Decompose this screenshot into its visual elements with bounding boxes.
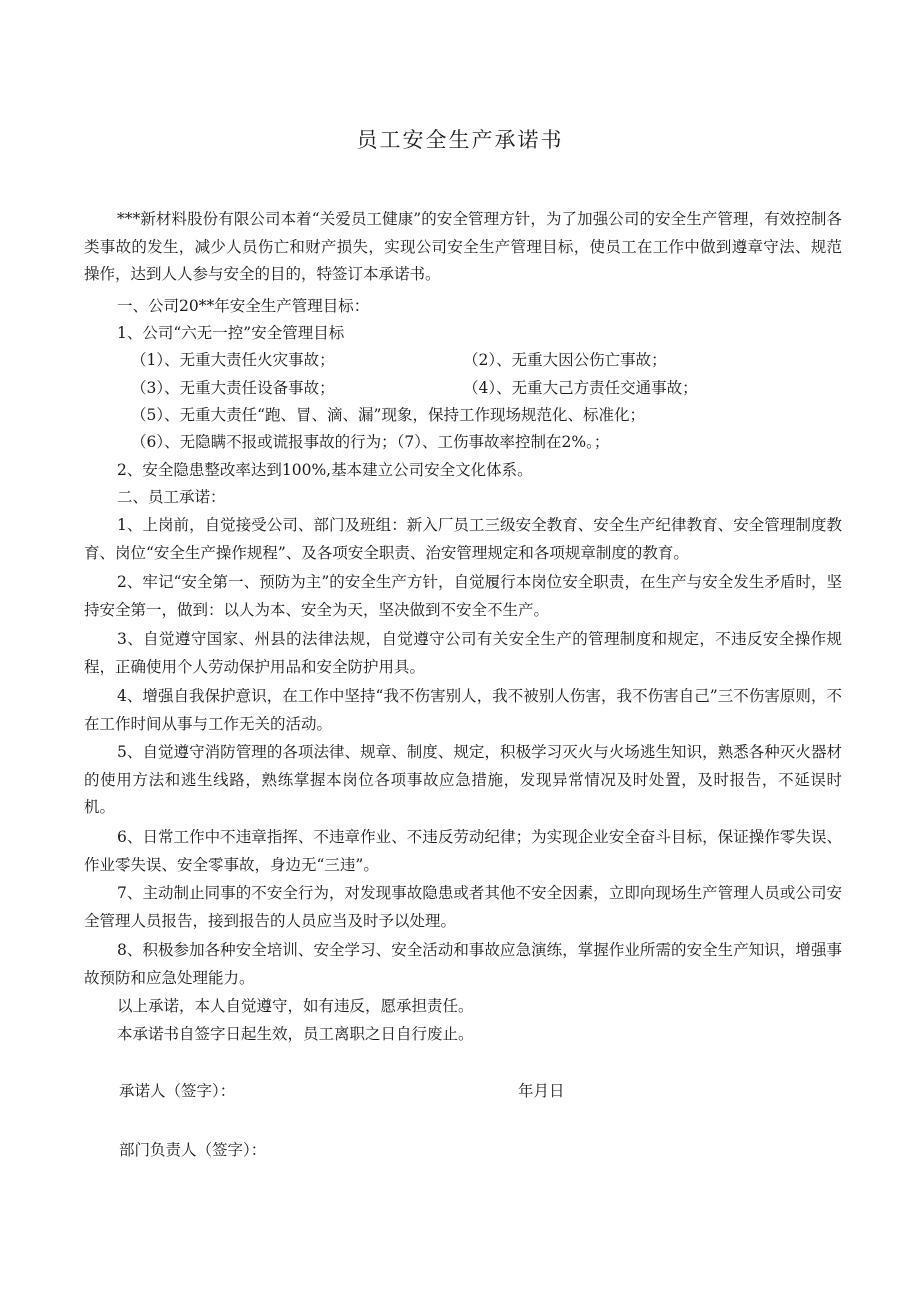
commitment-8: 8、积极参加各种安全培训、安全学习、安全活动和事故应急演练，掌握作业所需的安全生产知识，增强事故预防和应急处理能力。 [84,941,842,987]
closing-line-2: 本承诺书自签字日起生效，员工离职之日自行废止。 [117,1025,474,1043]
commitment-3: 3、自觉遵守国家、州县的法律法规，自觉遵守公司有关安全生产的管理制度和规定，不违反安全操作规程，正确使用个人劳动保护用品和安全防护用具。 [84,630,842,676]
goal1-heading: 1、公司“六无一控”安全管理目标 [117,324,345,342]
goal-item-1: （1）、无重大责任火灾事故； [131,351,335,369]
section1-heading: 一、公司20**年安全生产管理目标： [117,297,370,315]
document-title: 员工安全生产承诺书 [356,128,564,152]
date-label: 年月日 [518,1082,565,1100]
commitment-5: 5、自觉遵守消防管理的各项法律、规章、制度、规定，积极学习灭火与火场逃生知识，熟悉各种灭火器材的使用方法和逃生线路，熟练掌握本岗位各项事故应急措施，发现异常情况及时处置，及时报告，不延误时机。 [84,743,842,816]
commitment-2: 2、牢记“安全第一、预防为主”的安全生产方针，自觉履行本岗位安全职责，在生产与安全发生矛盾时，坚持安全第一，做到：以人为本、安全为天，坚决做到不安全不生产。 [84,573,842,619]
commitment-7: 7、主动制止同事的不安全行为，对发现事故隐患或者其他不安全因素，立即向现场生产管理人员或公司安全管理人员报告，接到报告的人员应当及时予以处理。 [84,884,842,930]
goal-item-3: （3）、无重大责任设备事故； [131,379,335,397]
section2-heading: 二、员工承诺： [117,488,226,506]
goal2-line: 2、安全隐患整改率达到100%,基本建立公司安全文化体系。 [117,461,533,479]
closing-line-1: 以上承诺，本人自觉遵守，如有违反，愿承担责任。 [117,997,474,1015]
goal-item-5: （5）、无重大责任“跑、冒、滴、漏”现象，保持工作现场规范化、标准化； [131,406,645,424]
promisor-signature-label: 承诺人（签字）： [119,1082,236,1100]
intro-paragraph: ***新材料股份有限公司本着“关爱员工健康”的安全管理方针，为了加强公司的安全生产管理，有效控制各类事故的发生，减少人员伤亡和财产损失，实现公司安全生产管理目标，使员工在工作中做到遵章守法、规范操作，达到人人参与安全的目的，特签订本承诺书。 [84,210,842,283]
commitment-1: 1、上岗前，自觉接受公司、部门及班组：新入厂员工三级安全教育、安全生产纪律教育、安全管理制度教育、岗位“安全生产操作规程”、及各项安全职责、治安管理规定和各项规章制度的教育。 [84,516,842,562]
goal-item-4: （4）、无重大己方责任交通事故； [463,379,698,397]
goal-item-6-7: （6）、无隐瞒不报或谎报事故的行为；（7）、工伤事故率控制在2%。； [131,433,610,451]
commitment-6: 6、日常工作中不违章指挥、不违章作业、不违反劳动纪律；为实现企业安全奋斗目标，保证操作零失误、作业零失误、安全零事故，身边无“三违”。 [84,828,842,874]
dept-head-signature-label: 部门负责人（签字）： [119,1141,267,1159]
goal-item-2: （2）、无重大因公伤亡事故； [463,351,667,369]
commitment-4: 4、增强自我保护意识，在工作中坚持“我不伤害别人，我不被别人伤害，我不伤害自己”三不伤害原则，不在工作时间从事与工作无关的活动。 [84,687,842,733]
